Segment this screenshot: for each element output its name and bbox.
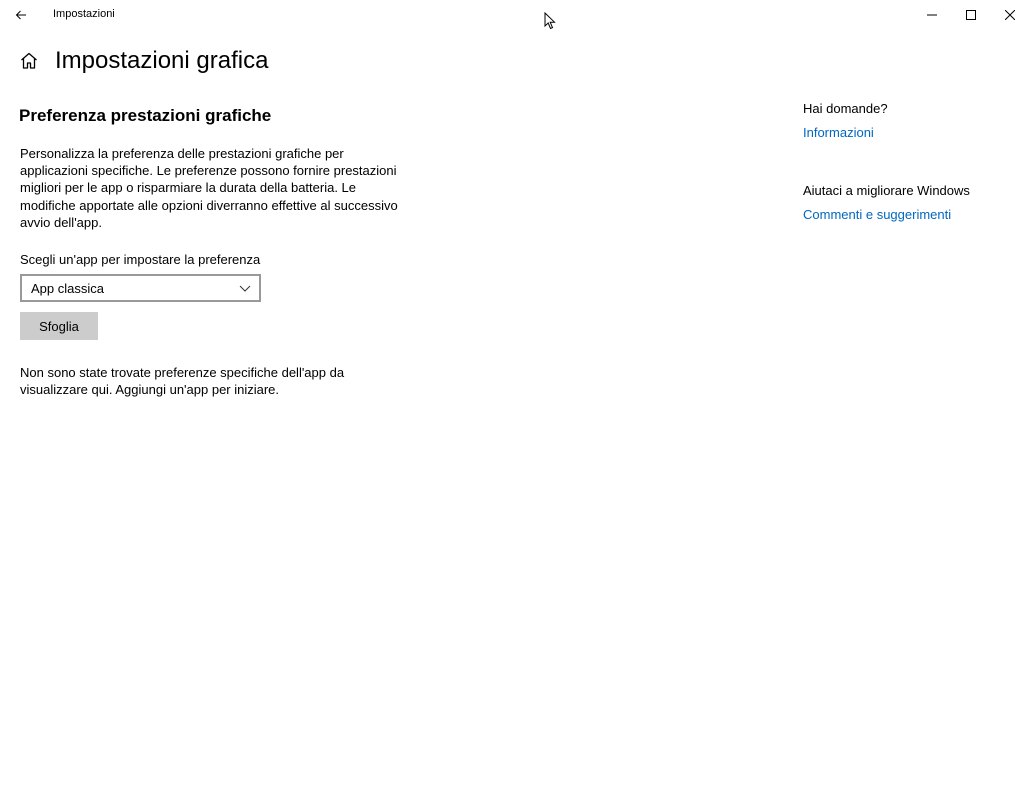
back-button[interactable] (8, 2, 34, 28)
browse-button[interactable]: Sfoglia (20, 312, 98, 340)
mouse-cursor-icon (544, 12, 556, 30)
info-link[interactable]: Informazioni (803, 125, 874, 140)
chevron-down-icon (239, 282, 251, 294)
section-title: Preferenza prestazioni grafiche (19, 106, 272, 125)
page-title: Impostazioni grafica (55, 47, 269, 74)
close-button[interactable] (990, 0, 1030, 30)
window-title: Impostazioni (53, 8, 115, 20)
minimize-button[interactable] (912, 0, 952, 30)
minimize-icon (927, 10, 937, 20)
home-icon (19, 51, 39, 71)
back-arrow-icon (15, 9, 27, 21)
maximize-button[interactable] (951, 0, 991, 30)
app-picker-label: Scegli un'app per impostare la preferenza (20, 252, 261, 267)
title-bar (0, 0, 1030, 30)
close-icon (1005, 10, 1015, 20)
questions-heading: Hai domande? (803, 101, 888, 116)
improve-windows-heading: Aiutaci a migliorare Windows (803, 183, 970, 198)
maximize-icon (966, 10, 976, 20)
home-button[interactable] (19, 51, 41, 73)
description-text: Personalizza la preferenza delle prestazioni grafiche per applicazioni specifiche. Le preferenze possono fornire prestazioni migliori per le app o risparmiare la durata della batteria. Le modifiche apportate alle opzioni diverranno effettive al successivo avvio dell'app. (20, 146, 398, 230)
empty-preferences-message: Non sono state trovate preferenze specifiche dell'app da visualizzare qui. Aggiungi un'app per iniziare. (20, 365, 345, 398)
app-type-dropdown[interactable] (20, 274, 261, 302)
app-type-selected-value: App classica (31, 280, 104, 296)
feedback-link[interactable]: Commenti e suggerimenti (803, 207, 952, 222)
